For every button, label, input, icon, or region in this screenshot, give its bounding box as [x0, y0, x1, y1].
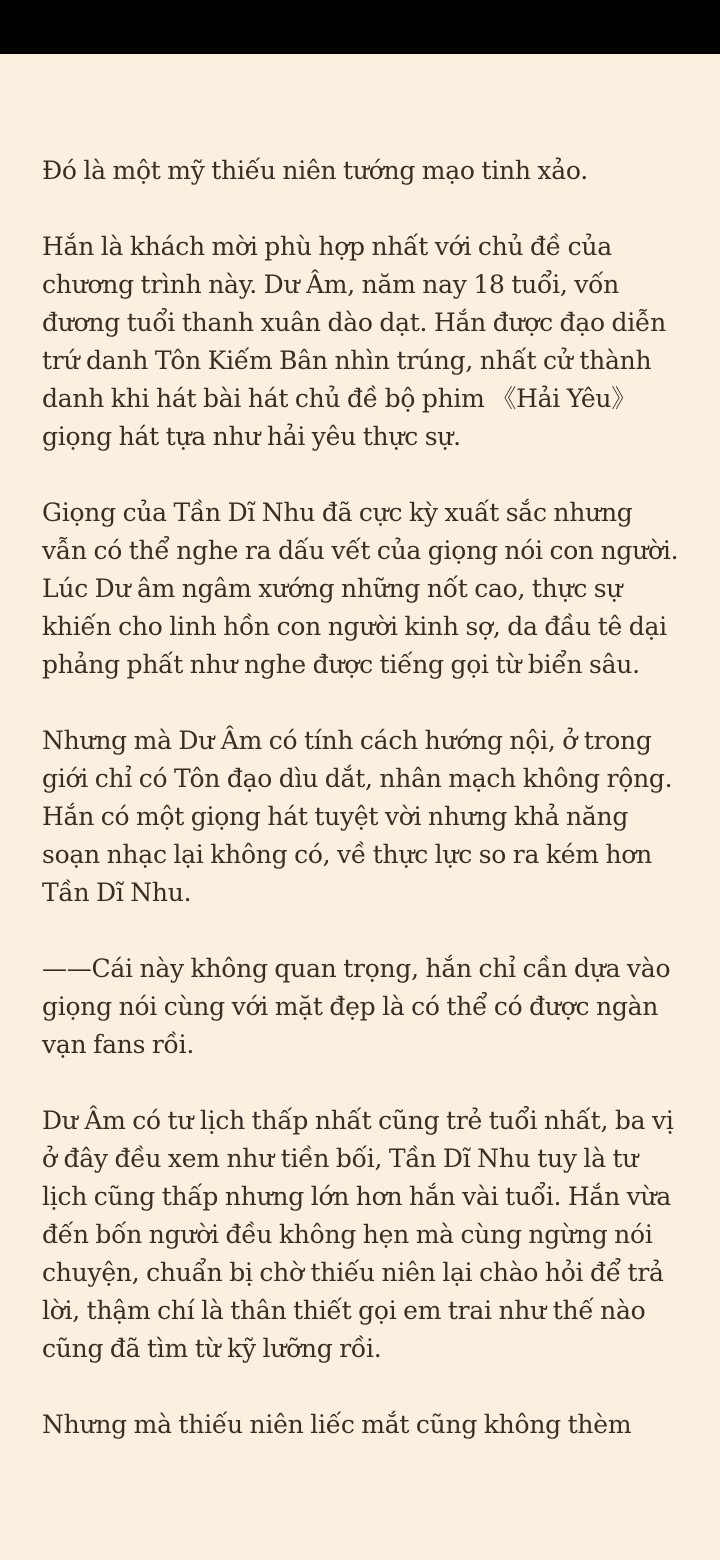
status-bar: [0, 0, 720, 54]
paragraph-2: Hắn là khách mời phù hợp nhất với chủ đề của chương trình này. Dư Âm, năm nay 18 tuổi, vốn đương tuổi thanh xuân dào dạt. Hắn được đạo diễn trứ danh Tôn Kiếm Bân nhìn trúng, nhất cử thành danh khi hát bài hát chủ đề bộ phim 《Hải Yêu》 giọng hát tựa như hải yêu thực sự.: [42, 232, 666, 451]
paragraph-6: Dư Âm có tư lịch thấp nhất cũng trẻ tuổi nhất, ba vị ở đây đều xem như tiền bối, Tần Dĩ Nhu tuy là tư lịch cũng thấp nhưng lớn hơn hắn vài tuổi. Hắn vừa đến bốn người đều không hẹn mà cùng ngừng nói chuyện, chuẩn bị chờ thiếu niên lại chào hỏi để trả lời, thậm chí là thân thiết gọi em trai như thế nào cũng đã tìm từ kỹ lưỡng rồi.: [42, 1106, 674, 1363]
reader-content[interactable]: [42, 152, 682, 1482]
paragraph-5: ——Cái này không quan trọng, hắn chỉ cần dựa vào giọng nói cùng với mặt đẹp là có thể có được ngàn vạn fans rồi.: [42, 954, 671, 1059]
paragraph-1: Đó là một mỹ thiếu niên tướng mạo tinh xảo.: [42, 156, 588, 185]
paragraph-4: Nhưng mà Dư Âm có tính cách hướng nội, ở trong giới chỉ có Tôn đạo dìu dắt, nhân mạch không rộng. Hắn có một giọng hát tuyệt vời nhưng khả năng soạn nhạc lại không có, về thực lực so ra kém hơn Tần Dĩ Nhu.: [42, 726, 673, 907]
paragraph-7: Nhưng mà thiếu niên liếc mắt cũng không thèm: [42, 1410, 632, 1439]
paragraph-3: Giọng của Tần Dĩ Nhu đã cực kỳ xuất sắc nhưng vẫn có thể nghe ra dấu vết của giọng nói con người. Lúc Dư âm ngâm xướng những nốt cao, thực sự khiến cho linh hồn con người kinh sợ, da đầu tê dại phảng phất như nghe được tiếng gọi từ biển sâu.: [42, 498, 679, 679]
